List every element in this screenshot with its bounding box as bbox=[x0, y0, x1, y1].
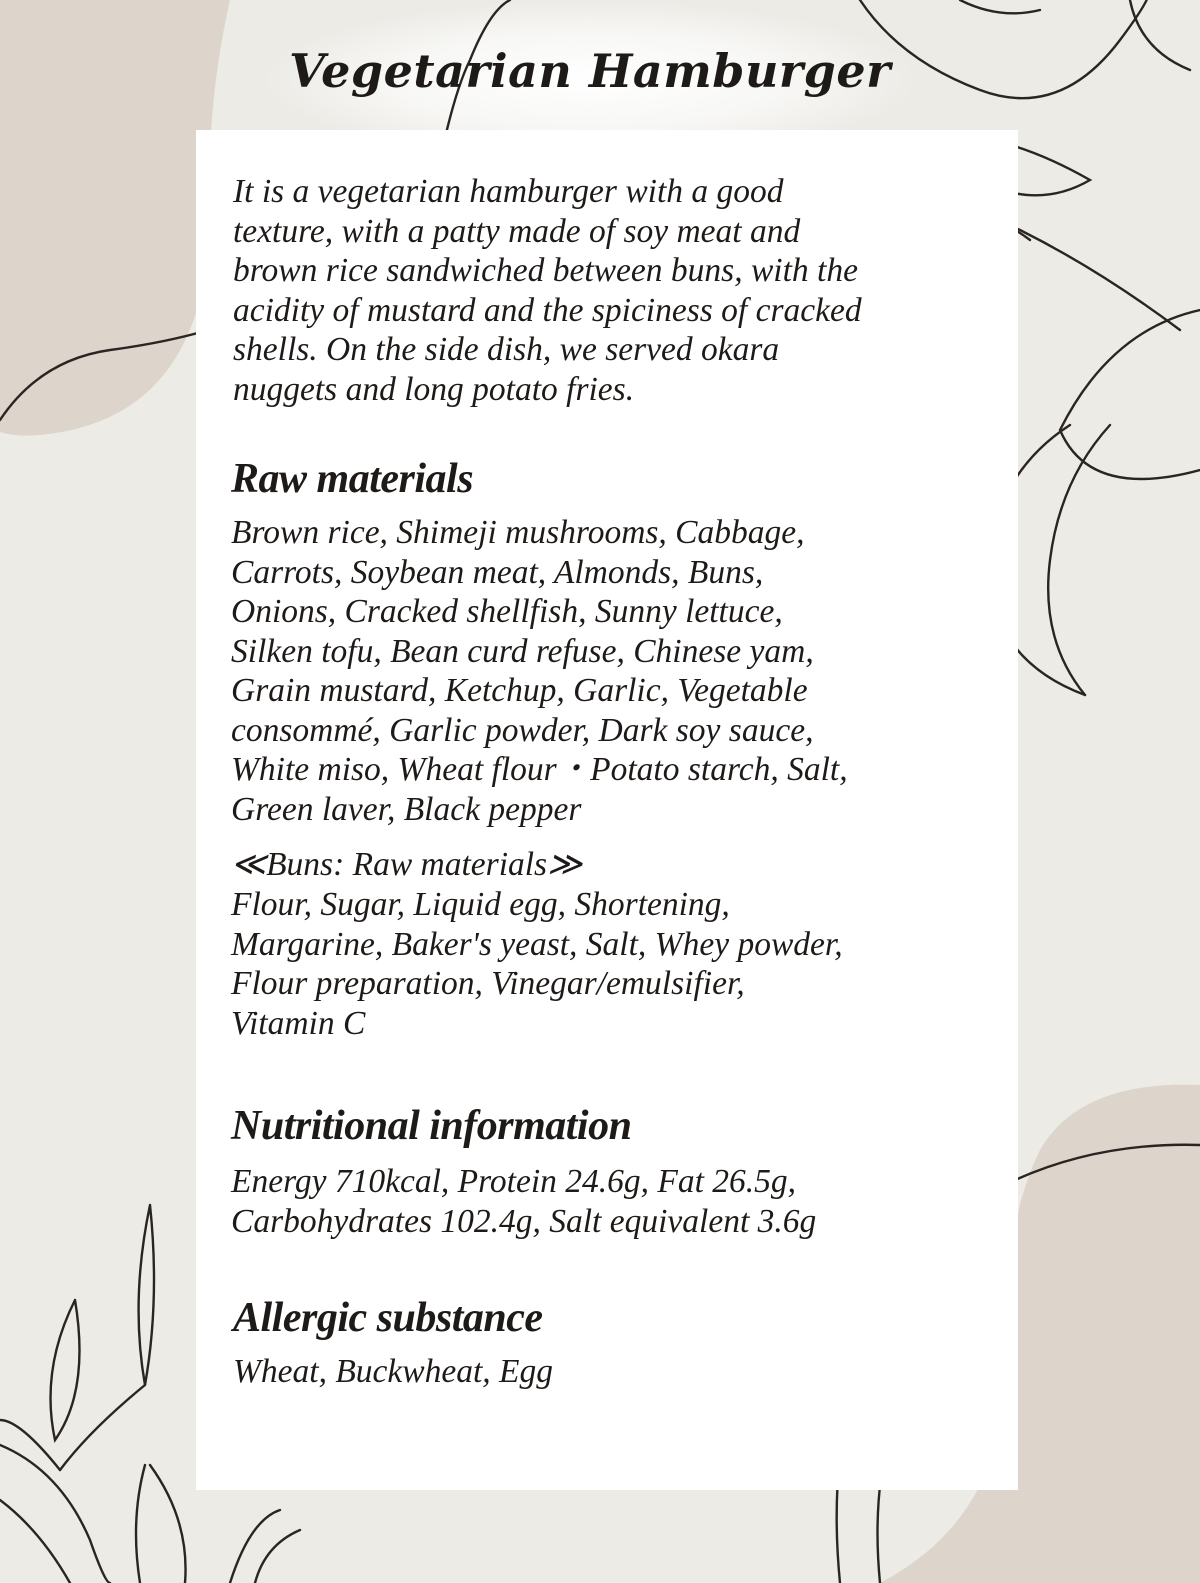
description-text: It is a vegetarian hamburger with a good texture, with a patty made of soy meat and brown rice sandwiched between buns, with the acidity of mustard and the spiciness of cracked shells. On the side dish, we served okara nuggets and long potato fries. bbox=[233, 173, 862, 408]
nutrition-heading: Nutritional information bbox=[231, 1103, 632, 1149]
buns-materials-text: Flour, Sugar, Liquid egg, Shortening, Margarine, Baker's yeast, Salt, Whey powder, Flour preparation, Vinegar/emulsifier, Vitamin C bbox=[231, 886, 843, 1042]
allergens-heading: Allergic substance bbox=[233, 1295, 543, 1341]
raw-materials-heading: Raw materials bbox=[231, 456, 474, 502]
allergens-text: Wheat, Buckwheat, Egg bbox=[233, 1353, 554, 1390]
page-title: Vegetarian Hamburger bbox=[289, 44, 891, 98]
raw-materials-text: Brown rice, Shimeji mushrooms, Cabbage, Carrots, Soybean meat, Almonds, Buns, Onions, Cracked shellfish, Sunny lettuce, Silken tofu, Bean curd refuse, Chinese yam, Grain mustard, Ketchup, Garlic, Vegetable consommé, Garlic powder, Dark soy sauce, White miso, Wheat flour・Potato starch, Salt, Green laver, Black pepper bbox=[231, 514, 848, 828]
buns-materials-title: ≪Buns: Raw materials≫ bbox=[231, 846, 583, 883]
nutrition-text: Energy 710kcal, Protein 24.6g, Fat 26.5g, Carbohydrates 102.4g, Salt equivalent 3.6g bbox=[231, 1163, 817, 1240]
